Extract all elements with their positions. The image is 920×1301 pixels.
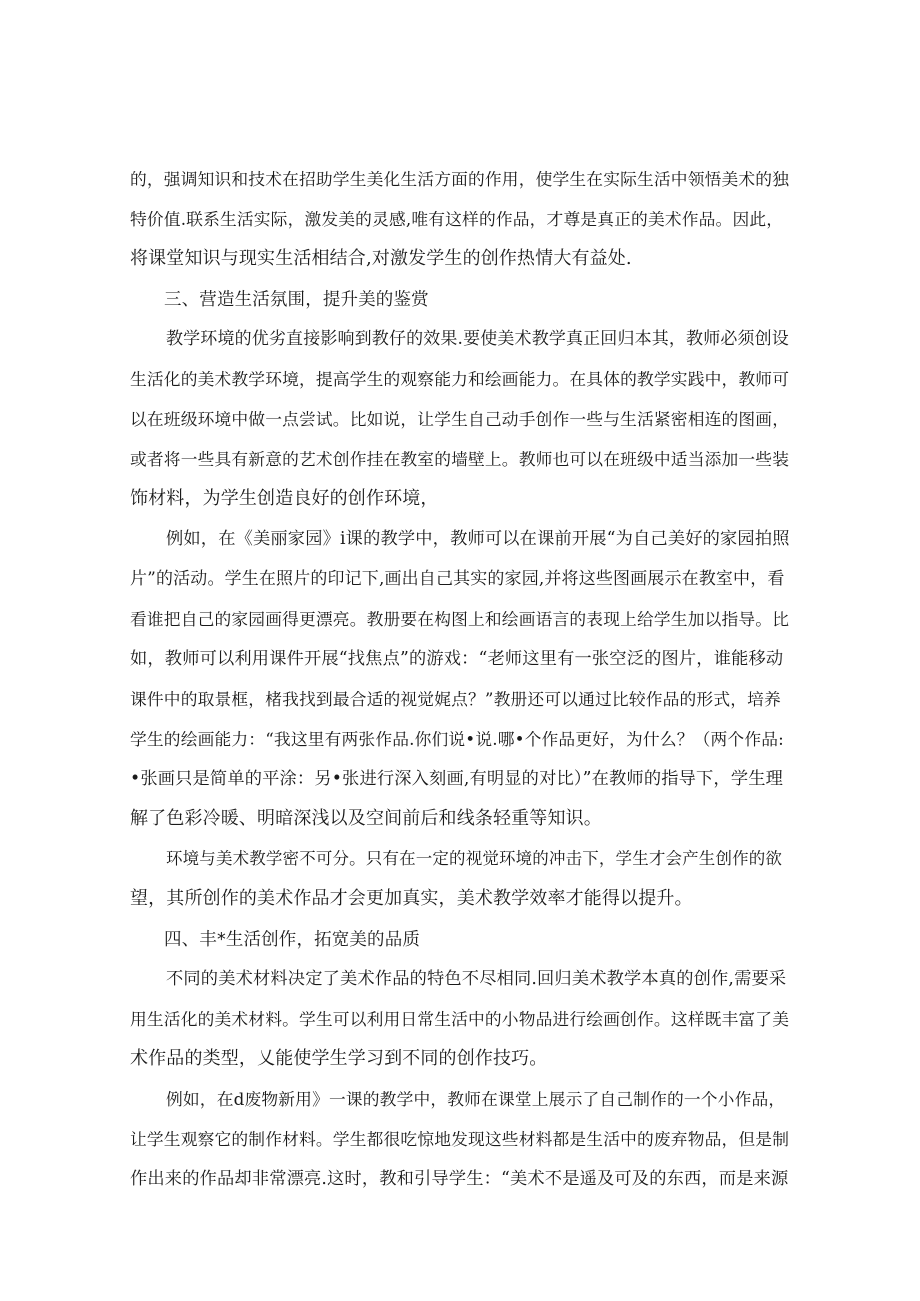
text-line: 用生活化的美术材料。学生可以利用日常生活中的小物品进行绘画创作。这样既丰富了美 [130,1009,790,1029]
text-line: 以在班级环境中做一点尝试。比如说，让学生自己动手创作一些与生活紧密相连的图画， [130,409,790,429]
paragraph-first-line: 例如，在《美丽家园》i课的教学中，教师可以在课前开展“为自己美好的家园拍照 [166,529,790,549]
text-line: 学生的绘画能力：“我这里有两张作品.你们说•说.哪•个作品更好，为什么？（两个作品: [130,729,784,749]
section-heading: 四、丰*生活创作，拓宽美的品质 [164,930,420,950]
text-line: 作出来的作品却非常漂亮.这时，教和引导学生：“美术不是遥及可及的东西，而是来源 [130,1169,789,1189]
text-line: 术作品的类型，乂能使学生学习到不同的创作技巧。 [130,1048,548,1069]
paragraph-first-line: 环境与美术教学密不可分。只有在一定的视觉环境的冲击下，学生才会产生创作的欲 [166,849,783,868]
text-line: 或者将一些具有新意的艺术创作挂在教室的墙壁上。教师也可以在班级中适当添加一些装 [130,449,790,469]
text-line: 的，强调知识和技术在招助学生美化生活方面的作用，使学生在实际生活中领悟美术的独 [130,169,790,189]
text-line: 课件中的取景框，楮我找到最合适的视觉娓点？”教册还可以通过比较作品的形式，培养 [130,689,781,709]
text-line: 解了色彩冷暖、明暗深浅以及空间前后和线条轻重等知识。 [130,808,602,829]
text-line: 片”的活动。学生在照片的印记下,画出自己其实的家园,并将这些图画展示在教室中，看 [130,569,785,589]
text-line: 生活化的美术教学环境，提高学生的观察能力和绘画能力。在具体的教学实践中，教师可 [130,369,790,389]
text-line: 望，其所创作的美术作品才会更加真实，美术教学效率才能得以提升。 [130,888,693,909]
text-line: 让学生观察它的制作材料。学生都很吃惊地发现这些材料都是生活中的废弃物品，但是制 [130,1129,790,1149]
text-line: 将课堂知识与现实生活相结合,对激发学生的创作热情大有益处. [130,248,632,269]
paragraph-first-line: 教学环境的优劣直接影响到教仔的效果.要使美术教学真正回归本其，教师必须创设 [166,329,789,349]
paragraph-first-line: 不同的美术材料决定了美术作品的特色不尽相同.回归美术教学本真的创作,需要采 [166,969,787,989]
text-line: •张画只是简单的平涂：另•张进行深入刻画,有明显的对比）”在教师的指导下，学生理 [130,769,784,789]
paragraph-first-line: 例如，在d废物新用》一课的教学中，教师在课堂上展示了自己制作的一个小作品， [166,1089,786,1109]
text-line: 看谁把自己的家园画得更漂亮。教册要在构图上和绘画语言的表现上给学生加以指导。比 [130,609,790,629]
section-heading: 三、营造生活氛围，提升美的鉴赏 [164,290,429,310]
text-line: 如，教师可以利用课件开展“找焦点”的游戏：“老师这里有一张空泛的图片，谁能移动 [130,649,784,669]
text-line: 特价值.联系生活实际，激发美的灵感,唯有这样的作品，才尊是真正的美术作品。因此， [130,209,784,229]
text-line: 饰材料，为学生创造良好的创作环境， [130,488,439,509]
